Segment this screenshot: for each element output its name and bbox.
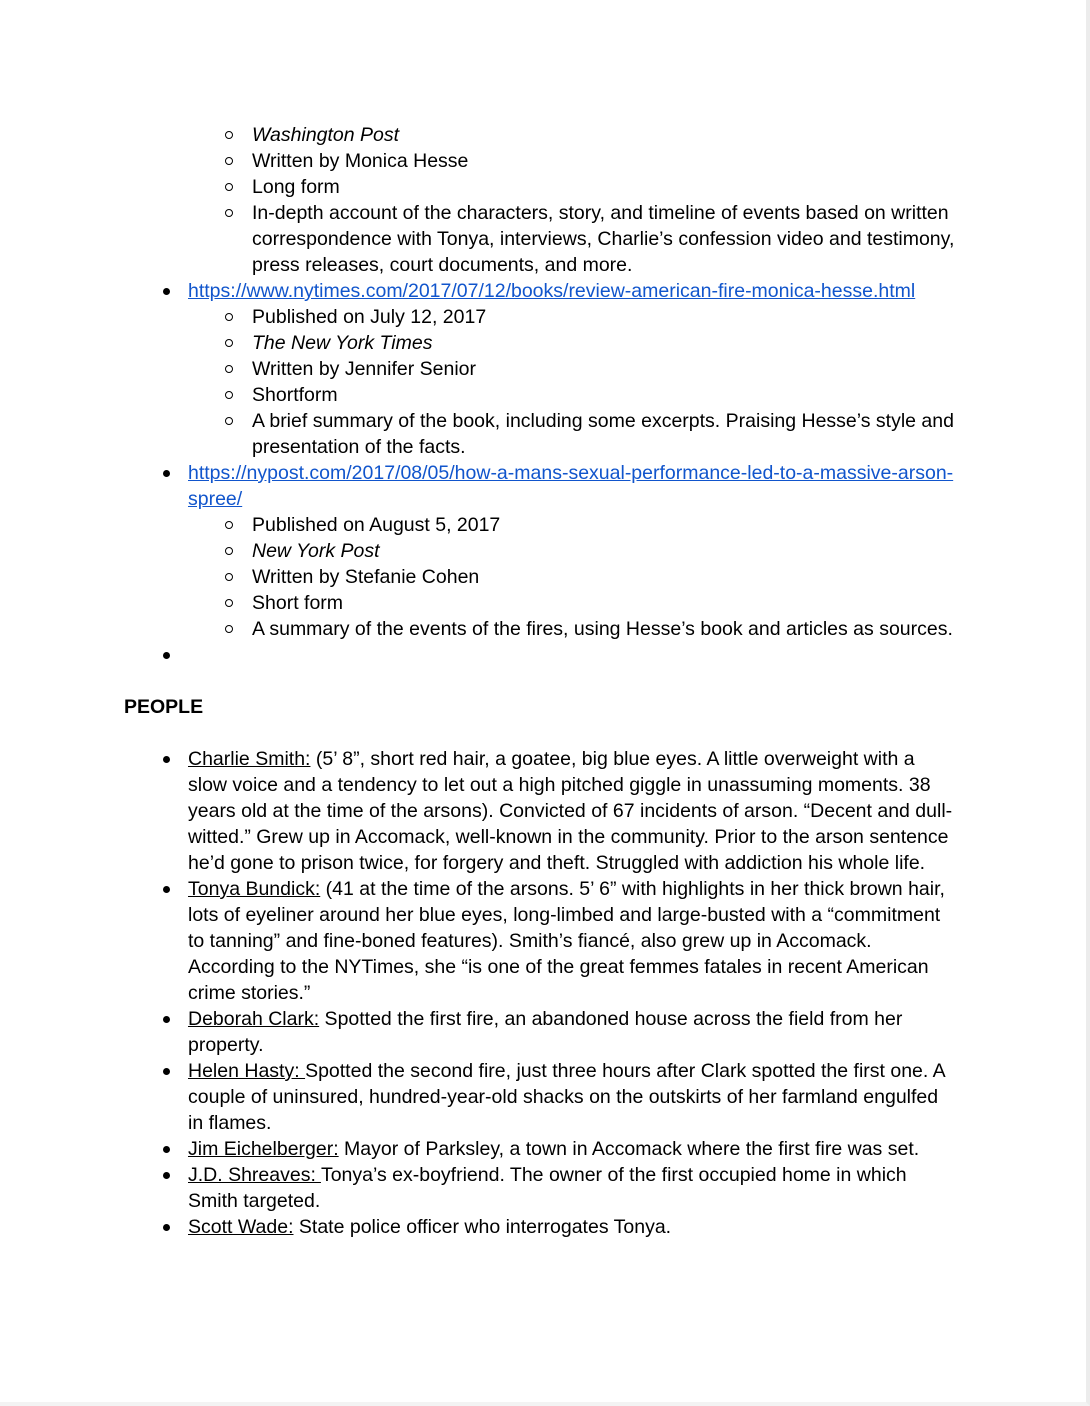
list-item xyxy=(124,1162,957,1214)
list-item xyxy=(124,330,957,356)
list-item-text xyxy=(252,332,432,354)
list-item xyxy=(124,1136,957,1162)
circle-bullet-icon xyxy=(225,365,233,373)
list-item xyxy=(124,1006,957,1058)
list-item xyxy=(124,564,957,590)
list-item xyxy=(124,876,957,1006)
circle-bullet-icon xyxy=(225,417,233,425)
text-run: Long form xyxy=(252,176,340,198)
list-item xyxy=(124,382,957,408)
list-item xyxy=(124,148,957,174)
person-name: Deborah Clark: xyxy=(188,1008,320,1030)
disc-bullet-icon xyxy=(163,1172,170,1179)
list-item-text xyxy=(252,176,340,198)
circle-bullet-icon xyxy=(225,521,233,529)
nytimes-article-link[interactable]: https://www.nytimes.com/2017/07/12/books/review-american-fire-monica-hesse.html xyxy=(188,280,916,302)
text-run: Tonya’s ex-boyfriend. The owner of the first occupied home in which Smith targeted. xyxy=(188,1164,907,1212)
circle-bullet-icon xyxy=(225,157,233,165)
list-item-text xyxy=(188,1216,671,1238)
text-run: Published on July 12, 2017 xyxy=(252,306,487,328)
nypost-article-link[interactable]: https://nypost.com/2017/08/05/how-a-mans-sexual-performance-led-to-a-massive-arson-spree/ xyxy=(188,462,954,510)
list-item-text xyxy=(252,150,468,172)
disc-bullet-icon xyxy=(163,1146,170,1153)
text-run: Spotted the second fire, just three hours after Clark spotted the first one. A couple of uninsured, hundred-year-old shacks on the outskirts of her farmland engulfed in flames. xyxy=(188,1060,945,1134)
list-item-text xyxy=(252,514,500,536)
disc-bullet-icon xyxy=(163,470,170,477)
list-item xyxy=(124,304,957,330)
text-run: Mayor of Parksley, a town in Accomack where the first fire was set. xyxy=(338,1138,920,1160)
text-run: Shortform xyxy=(252,384,338,406)
list-item-text xyxy=(188,1138,919,1160)
list-item xyxy=(124,278,957,304)
list-item-text xyxy=(252,202,954,276)
person-name: Jim Eichelberger: xyxy=(188,1138,339,1160)
disc-bullet-icon xyxy=(163,886,170,893)
list-item-text xyxy=(252,566,479,588)
list-item xyxy=(124,538,957,564)
list-item-text xyxy=(188,1164,907,1212)
text-run: State police officer who interrogates Tonya. xyxy=(293,1216,672,1238)
text-run: Spotted the first fire, an abandoned house across the field from her property. xyxy=(188,1008,903,1056)
list-item-text xyxy=(252,358,476,380)
circle-bullet-icon xyxy=(225,313,233,321)
circle-bullet-icon xyxy=(225,183,233,191)
disc-bullet-icon xyxy=(163,756,170,763)
list-item-text xyxy=(188,748,952,874)
circle-bullet-icon xyxy=(225,573,233,581)
list-item xyxy=(124,460,957,512)
list-item xyxy=(124,1058,957,1136)
list-item xyxy=(124,174,957,200)
list-item xyxy=(124,356,957,382)
list-item-text xyxy=(188,462,953,510)
text-run: (5’ 8”, short red hair, a goatee, big blue eyes. A little overweight with a slow voice and a tendency to let out a high pitched giggle in unassuming moments. 38 years old at the time of the arsons). Convicted of 67 incidents of arson. “Decent and dull-witted.” Grew up in Accomack, well-known in the community. Prior to the arson sentence he’d gone to prison twice, for forgery and theft. Struggled with addiction his whole life. xyxy=(188,748,953,874)
list-item-text xyxy=(252,124,399,146)
people-heading xyxy=(124,694,957,720)
list-item-text xyxy=(252,592,343,614)
disc-bullet-icon xyxy=(163,1224,170,1231)
disc-bullet-icon xyxy=(163,288,170,295)
text-run: Published on August 5, 2017 xyxy=(252,514,501,536)
list-item xyxy=(124,746,957,876)
person-name: Helen Hasty: xyxy=(188,1060,306,1082)
list-item xyxy=(124,200,957,278)
circle-bullet-icon xyxy=(225,339,233,347)
disc-bullet-icon xyxy=(163,1068,170,1075)
list-item xyxy=(124,1214,957,1240)
list-item-text xyxy=(252,618,953,640)
publication-name: The New York Times xyxy=(252,332,433,354)
publication-name: Washington Post xyxy=(252,124,400,146)
text-run: (41 at the time of the arsons. 5’ 6” with highlights in her thick brown hair, lots of eyeliner around her blue eyes, long-limbed and large-busted with a “commitment to tanning” and fine-boned features). Smith’s fiancé, also grew up in Accomack. According to the NYTimes, she “is one of the great femmes fatales in recent American crime stories.” xyxy=(188,878,945,1004)
text-run: Written by Stefanie Cohen xyxy=(252,566,480,588)
list-item-text xyxy=(188,280,915,302)
circle-bullet-icon xyxy=(225,547,233,555)
person-name: Scott Wade: xyxy=(188,1216,294,1238)
person-name: Tonya Bundick: xyxy=(188,878,321,900)
text-run: Short form xyxy=(252,592,344,614)
text-run: Written by Monica Hesse xyxy=(252,150,469,172)
list-item xyxy=(124,616,957,642)
circle-bullet-icon xyxy=(225,131,233,139)
circle-bullet-icon xyxy=(225,625,233,633)
disc-bullet-icon xyxy=(163,1016,170,1023)
list-item-text xyxy=(252,306,486,328)
list-item xyxy=(124,122,957,148)
text-run: A brief summary of the book, including some excerpts. Praising Hesse’s style and presentation of the facts. xyxy=(252,410,954,458)
list-item xyxy=(124,642,957,668)
people-heading-text: PEOPLE xyxy=(124,696,204,718)
spacer xyxy=(124,668,957,694)
circle-bullet-icon xyxy=(225,209,233,217)
list-item xyxy=(124,512,957,538)
list-item xyxy=(124,590,957,616)
list-item-text xyxy=(188,878,945,1004)
circle-bullet-icon xyxy=(225,599,233,607)
text-run: A summary of the events of the fires, using Hesse’s book and articles as sources. xyxy=(252,618,953,640)
list-item-text xyxy=(252,540,380,562)
list-item-text xyxy=(188,1008,902,1056)
text-run: Written by Jennifer Senior xyxy=(252,358,476,380)
list-item-text xyxy=(252,410,954,458)
spacer xyxy=(124,720,957,746)
person-name: J.D. Shreaves: xyxy=(188,1164,321,1186)
circle-bullet-icon xyxy=(225,391,233,399)
list-item-text xyxy=(252,384,338,406)
publication-name: New York Post xyxy=(252,540,380,562)
text-run: In-depth account of the characters, story, and timeline of events based on written correspondence with Tonya, interviews, Charlie’s confession video and testimony, press releases, court documents, and more. xyxy=(252,202,955,276)
list-item-text xyxy=(188,1060,945,1134)
disc-bullet-icon xyxy=(163,652,170,659)
list-item xyxy=(124,408,957,460)
person-name: Charlie Smith: xyxy=(188,748,311,770)
